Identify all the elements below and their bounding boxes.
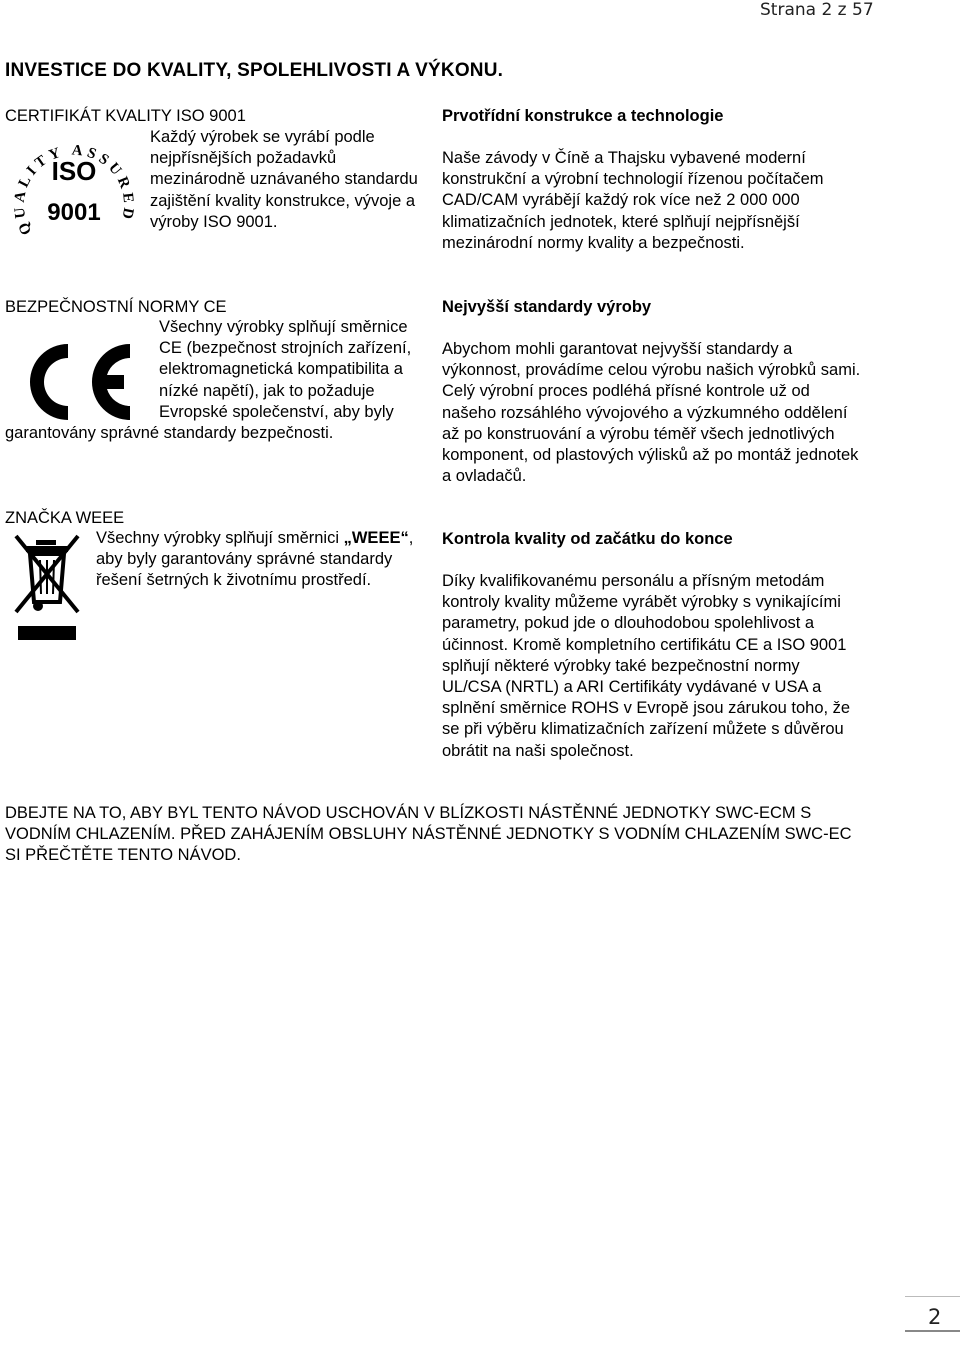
section-text-standards: Abychom mohli garantovat nejvyšší standardy a výkonnost, provádíme celou výrobu našich výrobků sami. Celý výrobní proces podléhá přísné kontrole už od našeho rozsáhlého vývojového a výzkumného oddělení až po konstruování a výrobu téměř všech jednotlivých komponent, od plastových výlisků až po montáž jednotek a ovladačů. bbox=[442, 340, 861, 486]
section-heading-quality-control: Kontrola kvality od začátku do konce bbox=[442, 530, 733, 548]
iso-logo-label: ISO bbox=[51, 156, 97, 186]
page-number: 2 bbox=[928, 1305, 942, 1329]
ce-description bbox=[5, 317, 425, 444]
weee-text-strong: „WEEE“ bbox=[343, 529, 409, 547]
footer-divider-top bbox=[905, 1296, 960, 1297]
iso-logo-number: 9001 bbox=[47, 199, 101, 226]
footer-divider bbox=[905, 1330, 960, 1332]
iso-ring-text: Q LITY ASSUR bbox=[14, 142, 134, 238]
storage-notice: DBEJTE NA TO, ABY BYL TENTO NÁVOD USCHOVÁN V BLÍZKOSTI NÁSTĚNNÉ JEDNOTKY SWC-ECM S VODNÍM CHLAZENÍM. PŘED ZAHÁJENÍM OBSLUHY NÁSTĚNNÉ JEDNOTKY S VODNÍM CHLAZENÍM SWC-EC SI PŘEČTĚTE TENTO NÁVOD. bbox=[5, 804, 852, 865]
ce-heading: BEZPEČNOSTNÍ NORMY CE bbox=[5, 298, 227, 316]
section-heading-standards: Nejvyšší standardy výroby bbox=[442, 298, 652, 316]
section-heading-construction: Prvotřídní konstrukce a technologie bbox=[442, 107, 724, 125]
iso-heading: CERTIFIKÁT KVALITY ISO 9001 bbox=[5, 107, 246, 125]
page-title: INVESTICE DO KVALITY, SPOLEHLIVOSTI A VÝKONU. bbox=[5, 60, 504, 81]
weee-description bbox=[96, 528, 416, 592]
ce-description-tail: garantovány správné standardy bezpečnosti. bbox=[5, 424, 334, 443]
section-text-construction: Naše závody v Číně a Thajsku vybavené moderní konstrukční a výrobní technologií řízenou počítačem CAD/CAM vyrábějí každý rok více než 2 000 000 klimatizačních jednotek, které splňují nejpřísnější mezinárodní normy kvality a bezpečnosti. bbox=[442, 149, 824, 252]
page-header-label: Strana 2 z 57 bbox=[760, 0, 874, 20]
iso-9001-seal-icon bbox=[14, 128, 134, 254]
weee-text-before: Všechny výrobky splňují směrnici bbox=[96, 529, 340, 547]
crossed-out-wheelie-bin-icon bbox=[12, 532, 82, 646]
weee-text-after: , aby byly garantovány správné standardy řešení šetrných k životnímu prostředí. bbox=[96, 529, 414, 590]
weee-heading: ZNAČKA WEEE bbox=[5, 509, 125, 527]
ce-description-indented: Všechny výrobky splňují směrnice CE (bezpečnost strojních zařízení, elektromagnetická kompatibilita a nízké napětí), jak to požaduje Evropské společenství, aby byly bbox=[159, 318, 412, 421]
iso-description: Každý výrobek se vyrábí podle nejpřísnějších požadavků mezinárodně uznávaného standardu zajištění kvality konstrukce, vývoje a výroby ISO 9001. bbox=[150, 128, 418, 231]
section-text-quality-control: Díky kvalifikovanému personálu a přísným metodám kontroly kvality můžeme vyrábět výrobky s vynikajícími parametry, pokud jde o dlouhodobou spolehlivost a účinnost. Kromě kompletního certifikátu CE a ISO 9001 splňují některé výrobky také bezpečnostní normy UL/CSA (NRTL) a ARI Certifikáty vydávané v USA a splnění směrnice ROHS v Evropě jsou zárukou toho, že se při výběru klimatizačních zařízení můžete s důvěrou obrátit na naši společnost. bbox=[442, 572, 851, 760]
